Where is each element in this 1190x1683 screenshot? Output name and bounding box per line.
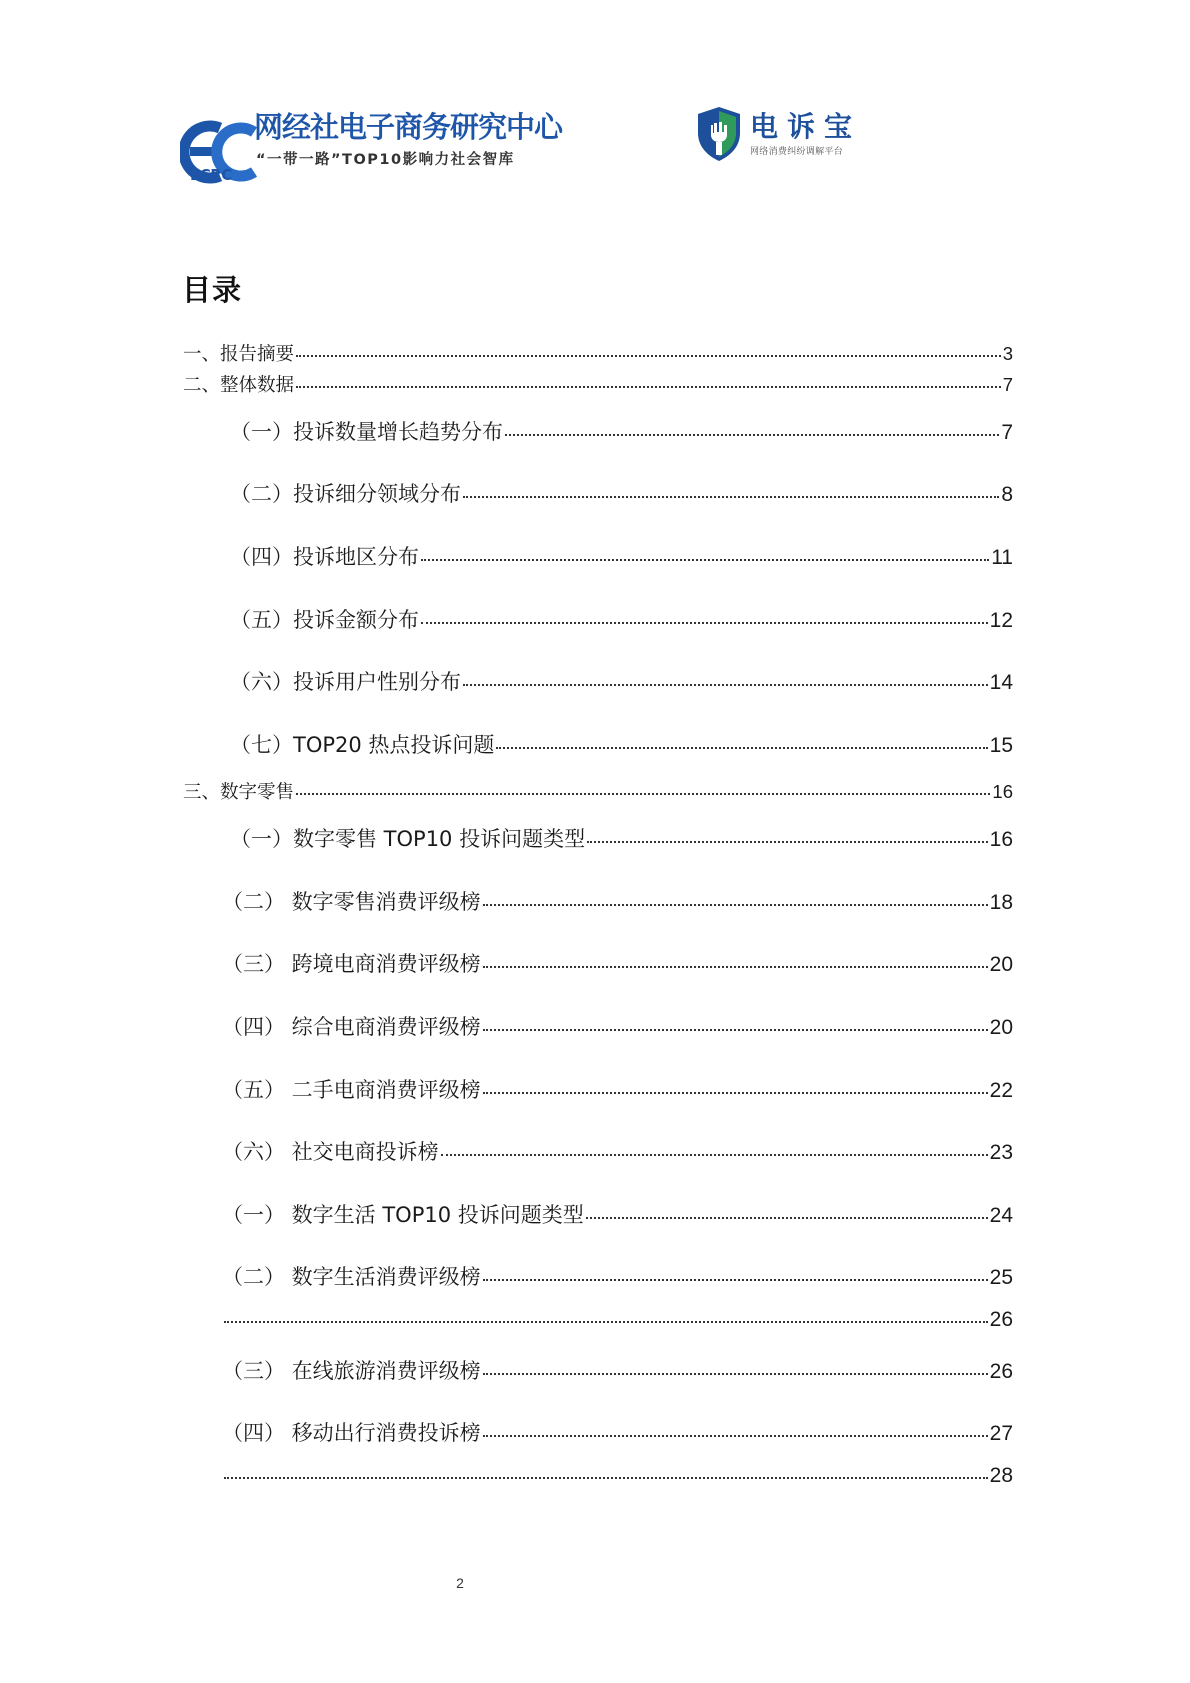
toc-entry[interactable] <box>222 886 1013 916</box>
toc-entry-page: 11 <box>991 546 1013 569</box>
toc-entry-page: 22 <box>989 1079 1013 1102</box>
toc-entry-page: 18 <box>989 891 1013 914</box>
toc-dot-leader <box>496 747 987 749</box>
toc-entry-page: 20 <box>989 953 1013 976</box>
toc-dot-leader <box>483 1092 988 1094</box>
toc-entry-label: （四） 移动出行消费投诉榜 <box>222 1421 481 1445</box>
toc-entry-label: （四） 综合电商消费评级榜 <box>222 1015 481 1039</box>
toc-entry-label: 三、数字零售 <box>183 782 295 803</box>
page-header <box>180 108 880 188</box>
toc-entry[interactable] <box>222 1136 1013 1166</box>
toc-entry-page: 27 <box>989 1422 1013 1445</box>
dianshubao-shield-icon <box>695 105 743 163</box>
toc-entry[interactable] <box>183 340 1013 366</box>
toc-entry[interactable] <box>230 604 1013 634</box>
toc-entry-page: 28 <box>989 1464 1013 1487</box>
toc-entry-label: （二） 数字生活消费评级榜 <box>222 1265 481 1289</box>
toc-entry-page: 7 <box>1002 374 1013 395</box>
toc-entry-label: （三） 在线旅游消费评级榜 <box>222 1359 481 1383</box>
toc-entry-label: （二） 数字零售消费评级榜 <box>222 890 481 914</box>
toc-dot-leader <box>483 1373 988 1375</box>
toc-entry-label: （五）投诉金额分布 <box>230 608 419 632</box>
toc-entry-page: 26 <box>989 1360 1013 1383</box>
toc-dot-leader <box>587 841 988 843</box>
toc-entry-page: 20 <box>989 1016 1013 1039</box>
toc-entry[interactable] <box>183 778 1013 804</box>
toc-dot-leader <box>296 355 1001 357</box>
toc-dot-leader <box>224 1321 988 1323</box>
toc-entry-label: （六） 社交电商投诉榜 <box>222 1140 439 1164</box>
toc-entry-label: （五） 二手电商消费评级榜 <box>222 1078 481 1102</box>
toc-entry[interactable] <box>222 948 1013 978</box>
toc-dot-leader <box>421 622 988 624</box>
toc-entry-page: 3 <box>1002 343 1013 364</box>
toc-entry-label: （七）TOP20 热点投诉问题 <box>230 733 495 757</box>
toc-entry-page: 16 <box>992 781 1013 802</box>
ecrc-text-block <box>254 109 562 169</box>
toc-entry[interactable] <box>222 1011 1013 1041</box>
toc-entry-label: （四）投诉地区分布 <box>230 545 419 569</box>
toc-entry-label: （一） 数字生活 TOP10 投诉问题类型 <box>222 1203 584 1227</box>
toc-entry-label: 一、报告摘要 <box>183 344 295 365</box>
ecrc-abbreviation: ECRC <box>190 166 232 184</box>
toc-dot-leader <box>586 1217 988 1219</box>
toc-dot-leader <box>505 434 999 436</box>
toc-entry-page: 15 <box>989 734 1013 757</box>
toc-entry-label: （三） 跨境电商消费评级榜 <box>222 952 481 976</box>
toc-entry[interactable] <box>222 1355 1013 1385</box>
toc-entry[interactable] <box>230 478 1013 508</box>
toc-entry[interactable] <box>222 1417 1013 1447</box>
toc-dot-leader <box>483 1435 988 1437</box>
toc-entry-page: 8 <box>1001 483 1013 506</box>
toc-entry-page: 26 <box>989 1308 1013 1331</box>
toc-entry-label: 二、整体数据 <box>183 375 295 396</box>
toc-entry[interactable] <box>222 1308 1013 1332</box>
toc-title: 目录 <box>182 273 243 307</box>
toc-entry-label: （二）投诉细分领域分布 <box>230 482 461 506</box>
toc-entry[interactable] <box>230 416 1013 446</box>
toc-entry[interactable] <box>222 1261 1013 1291</box>
toc-dot-leader <box>441 1154 988 1156</box>
toc-entry[interactable] <box>222 1464 1013 1488</box>
dianshubao-name: 电诉宝 <box>750 110 862 143</box>
toc-dot-leader <box>483 1279 988 1281</box>
toc-entry-page: 23 <box>989 1141 1013 1164</box>
toc-entry[interactable] <box>230 729 1013 759</box>
toc-entry[interactable] <box>222 1074 1013 1104</box>
dianshubao-text-block <box>750 111 861 157</box>
toc-dot-leader <box>483 1029 988 1031</box>
dianshubao-subtitle: 网络消费纠纷调解平台 <box>750 147 844 157</box>
toc-entry[interactable] <box>222 1199 1013 1229</box>
toc-entry[interactable] <box>230 823 1013 853</box>
toc-dot-leader <box>483 966 988 968</box>
toc-entry-label: （一）投诉数量增长趋势分布 <box>230 420 503 444</box>
toc-entry-label: （六）投诉用户性别分布 <box>230 670 461 694</box>
toc-entry-page: 25 <box>989 1266 1013 1289</box>
toc-entry-page: 14 <box>989 671 1013 694</box>
toc-dot-leader <box>463 684 988 686</box>
toc-dot-leader <box>483 904 988 906</box>
toc-entry[interactable] <box>183 371 1013 397</box>
toc-entry[interactable] <box>230 541 1013 571</box>
toc-entry[interactable] <box>230 666 1013 696</box>
toc-dot-leader <box>421 559 989 561</box>
toc-dot-leader <box>224 1477 988 1479</box>
toc-entry-page: 12 <box>989 609 1013 632</box>
toc-dot-leader <box>296 386 1001 388</box>
toc-entry-page: 24 <box>989 1204 1013 1227</box>
toc-entry-page: 16 <box>989 828 1013 851</box>
toc-dot-leader <box>463 496 999 498</box>
toc-entry-label: （一）数字零售 TOP10 投诉问题类型 <box>230 827 586 851</box>
ecrc-organization-name: 网经社电子商务研究中心 <box>254 110 563 144</box>
ecrc-slogan: “一带一路”TOP10影响力社会智库 <box>256 152 515 168</box>
page-number: 2 <box>456 1575 464 1591</box>
toc-dot-leader <box>296 793 990 795</box>
toc-entry-page: 7 <box>1001 421 1013 444</box>
